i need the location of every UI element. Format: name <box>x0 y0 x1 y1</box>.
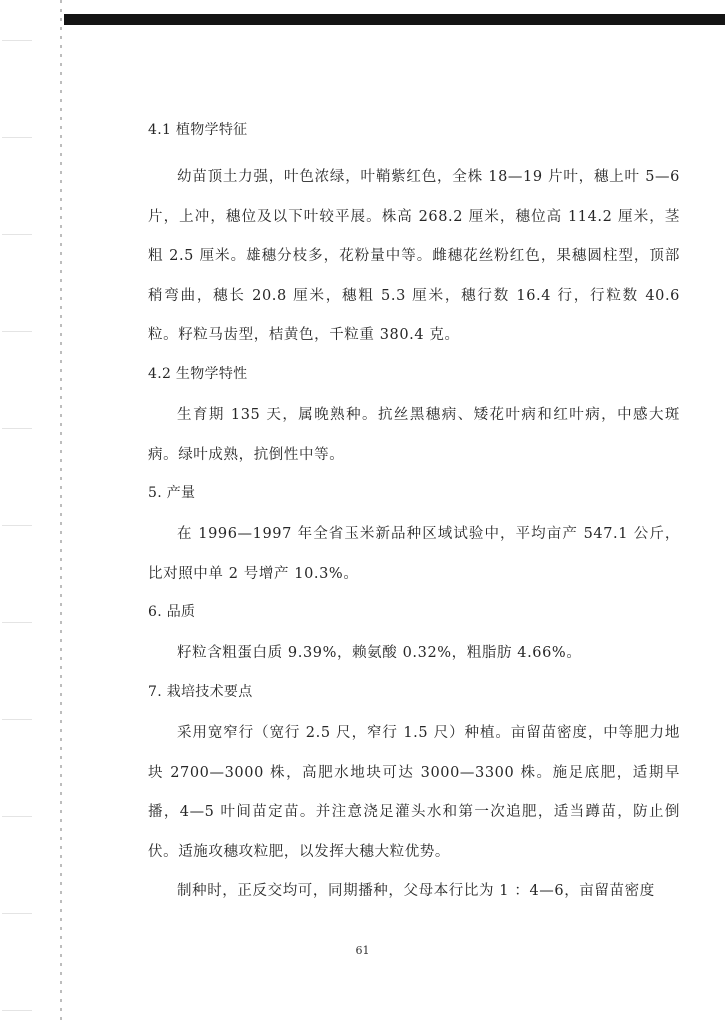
page-binding-edge <box>60 0 62 1024</box>
section-paragraph: 采用宽窄行（宽行 2.5 尺，窄行 1.5 尺）种植。亩留苗密度，中等肥力地块 2700—3000 株，高肥水地块可达 3000—3300 株。施足底肥，适期早播，4—5 叶间苗定苗。并注意浇足灌头水和第一次追肥，适当蹲苗，防止倒伏。适施攻穗攻粒肥，以发挥大穗大粒优势。 <box>148 724 680 860</box>
document-body <box>148 120 680 912</box>
section-biological-traits <box>148 364 680 475</box>
section-heading: 4.1 植物学特征 <box>148 122 248 138</box>
section-heading: 5. 产量 <box>148 485 196 502</box>
section-heading: 4.2 生物学特性 <box>148 365 248 382</box>
section-heading: 6. 品质 <box>148 604 196 621</box>
scan-top-border <box>64 14 725 25</box>
section-paragraph: 制种时，正反交均可，同期播种，父母本行比为 1 ：4—6，亩留苗密度 <box>177 883 655 900</box>
section-quality <box>148 602 680 674</box>
section-cultivation <box>148 682 680 912</box>
section-paragraph: 籽粒含粗蛋白质 9.39%，赖氨酸 0.32%，粗脂肪 4.66%。 <box>177 645 582 662</box>
section-heading: 7. 栽培技术要点 <box>148 683 253 700</box>
section-paragraph: 幼苗顶土力强，叶色浓绿，叶鞘紫红色，全株 18—19 片叶，穗上叶 5—6 片，上冲，穗位及以下叶较平展。株高 268.2 厘米，穗位高 114.2 厘米，茎粗 2.5 厘米。雄穗分枝多，花粉量中等。雌穗花丝粉红色，果穗圆柱型，顶部稍弯曲，穗长 20.8 厘米，穗粗 5.3 厘米，穗行数 16.4 行，行粒数 40.6 粒。籽粒马齿型，桔黄色，千粒重 380.4 克。 <box>148 169 680 344</box>
section-yield <box>148 483 680 594</box>
section-paragraph: 在 1996—1997 年全省玉米新品种区域试验中，平均亩产 547.1 公斤，比对照中单 2 号增产 10.3%。 <box>148 526 680 582</box>
section-botanical-traits <box>148 120 680 356</box>
section-paragraph: 生育期 135 天，属晚熟种。抗丝黑穗病、矮花叶病和红叶病，中感大斑病。绿叶成熟，抗倒性中等。 <box>148 406 680 463</box>
scan-edge-artifact <box>2 0 32 1024</box>
page-number: 61 <box>355 944 370 957</box>
